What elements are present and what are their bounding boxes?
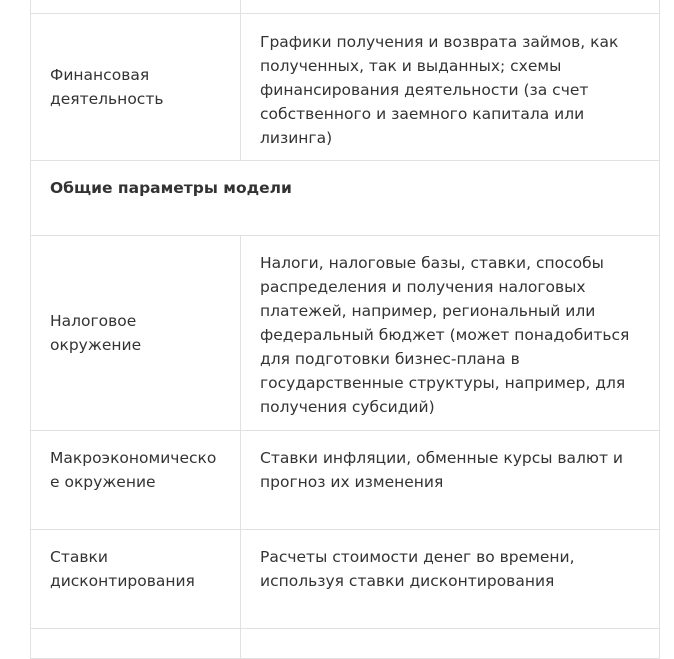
table-section-row bbox=[31, 161, 660, 236]
row-description: Графики получения и возврата займов, как полученных, так и выданных; схемы финансирования деятельности (за счет собственного и заемного капитала или лизинга) bbox=[260, 33, 619, 147]
row-label: Финансовая деятельность bbox=[50, 66, 164, 108]
row-description-cell bbox=[241, 0, 660, 14]
row-label-cell bbox=[31, 530, 241, 629]
row-label-cell bbox=[31, 0, 241, 14]
row-label-cell bbox=[31, 431, 241, 530]
row-label: Налоговое окружение bbox=[50, 312, 142, 354]
row-description-cell bbox=[241, 14, 660, 161]
table-row-macro-environment bbox=[31, 431, 660, 530]
row-description-cell bbox=[241, 629, 660, 659]
table-row-financial-activity bbox=[31, 14, 660, 161]
table-row-partial-top bbox=[31, 0, 660, 14]
table-row-tax-environment bbox=[31, 236, 660, 431]
row-description-cell bbox=[241, 236, 660, 431]
table-row-discount-rates bbox=[31, 530, 660, 629]
section-title: Общие параметры модели bbox=[50, 179, 292, 197]
model-parameters-table bbox=[30, 0, 660, 659]
row-description-cell bbox=[241, 530, 660, 629]
row-label-cell bbox=[31, 236, 241, 431]
row-label-cell bbox=[31, 14, 241, 161]
row-description-cell bbox=[241, 431, 660, 530]
section-title-cell bbox=[31, 161, 660, 236]
row-description: Налоги, налоговые базы, ставки, способы распределения и получения налоговых платежей, например, региональный или федеральный бюджет (может понадобиться для подготовки бизнес-плана в государственные структуры, например, для получения субсидий) bbox=[260, 254, 630, 416]
row-description: Ставки инфляции, обменные курсы валют и прогноз их изменения bbox=[260, 449, 624, 491]
table-row-partial-bottom bbox=[31, 629, 660, 659]
parameters-table-container bbox=[30, 0, 660, 659]
row-label-cell bbox=[31, 629, 241, 659]
row-label: Ставки дисконтирования bbox=[50, 548, 195, 590]
row-label: Макроэкономическое окружение bbox=[50, 449, 217, 491]
row-description: Расчеты стоимости денег во времени, используя ставки дисконтирования bbox=[260, 548, 575, 590]
